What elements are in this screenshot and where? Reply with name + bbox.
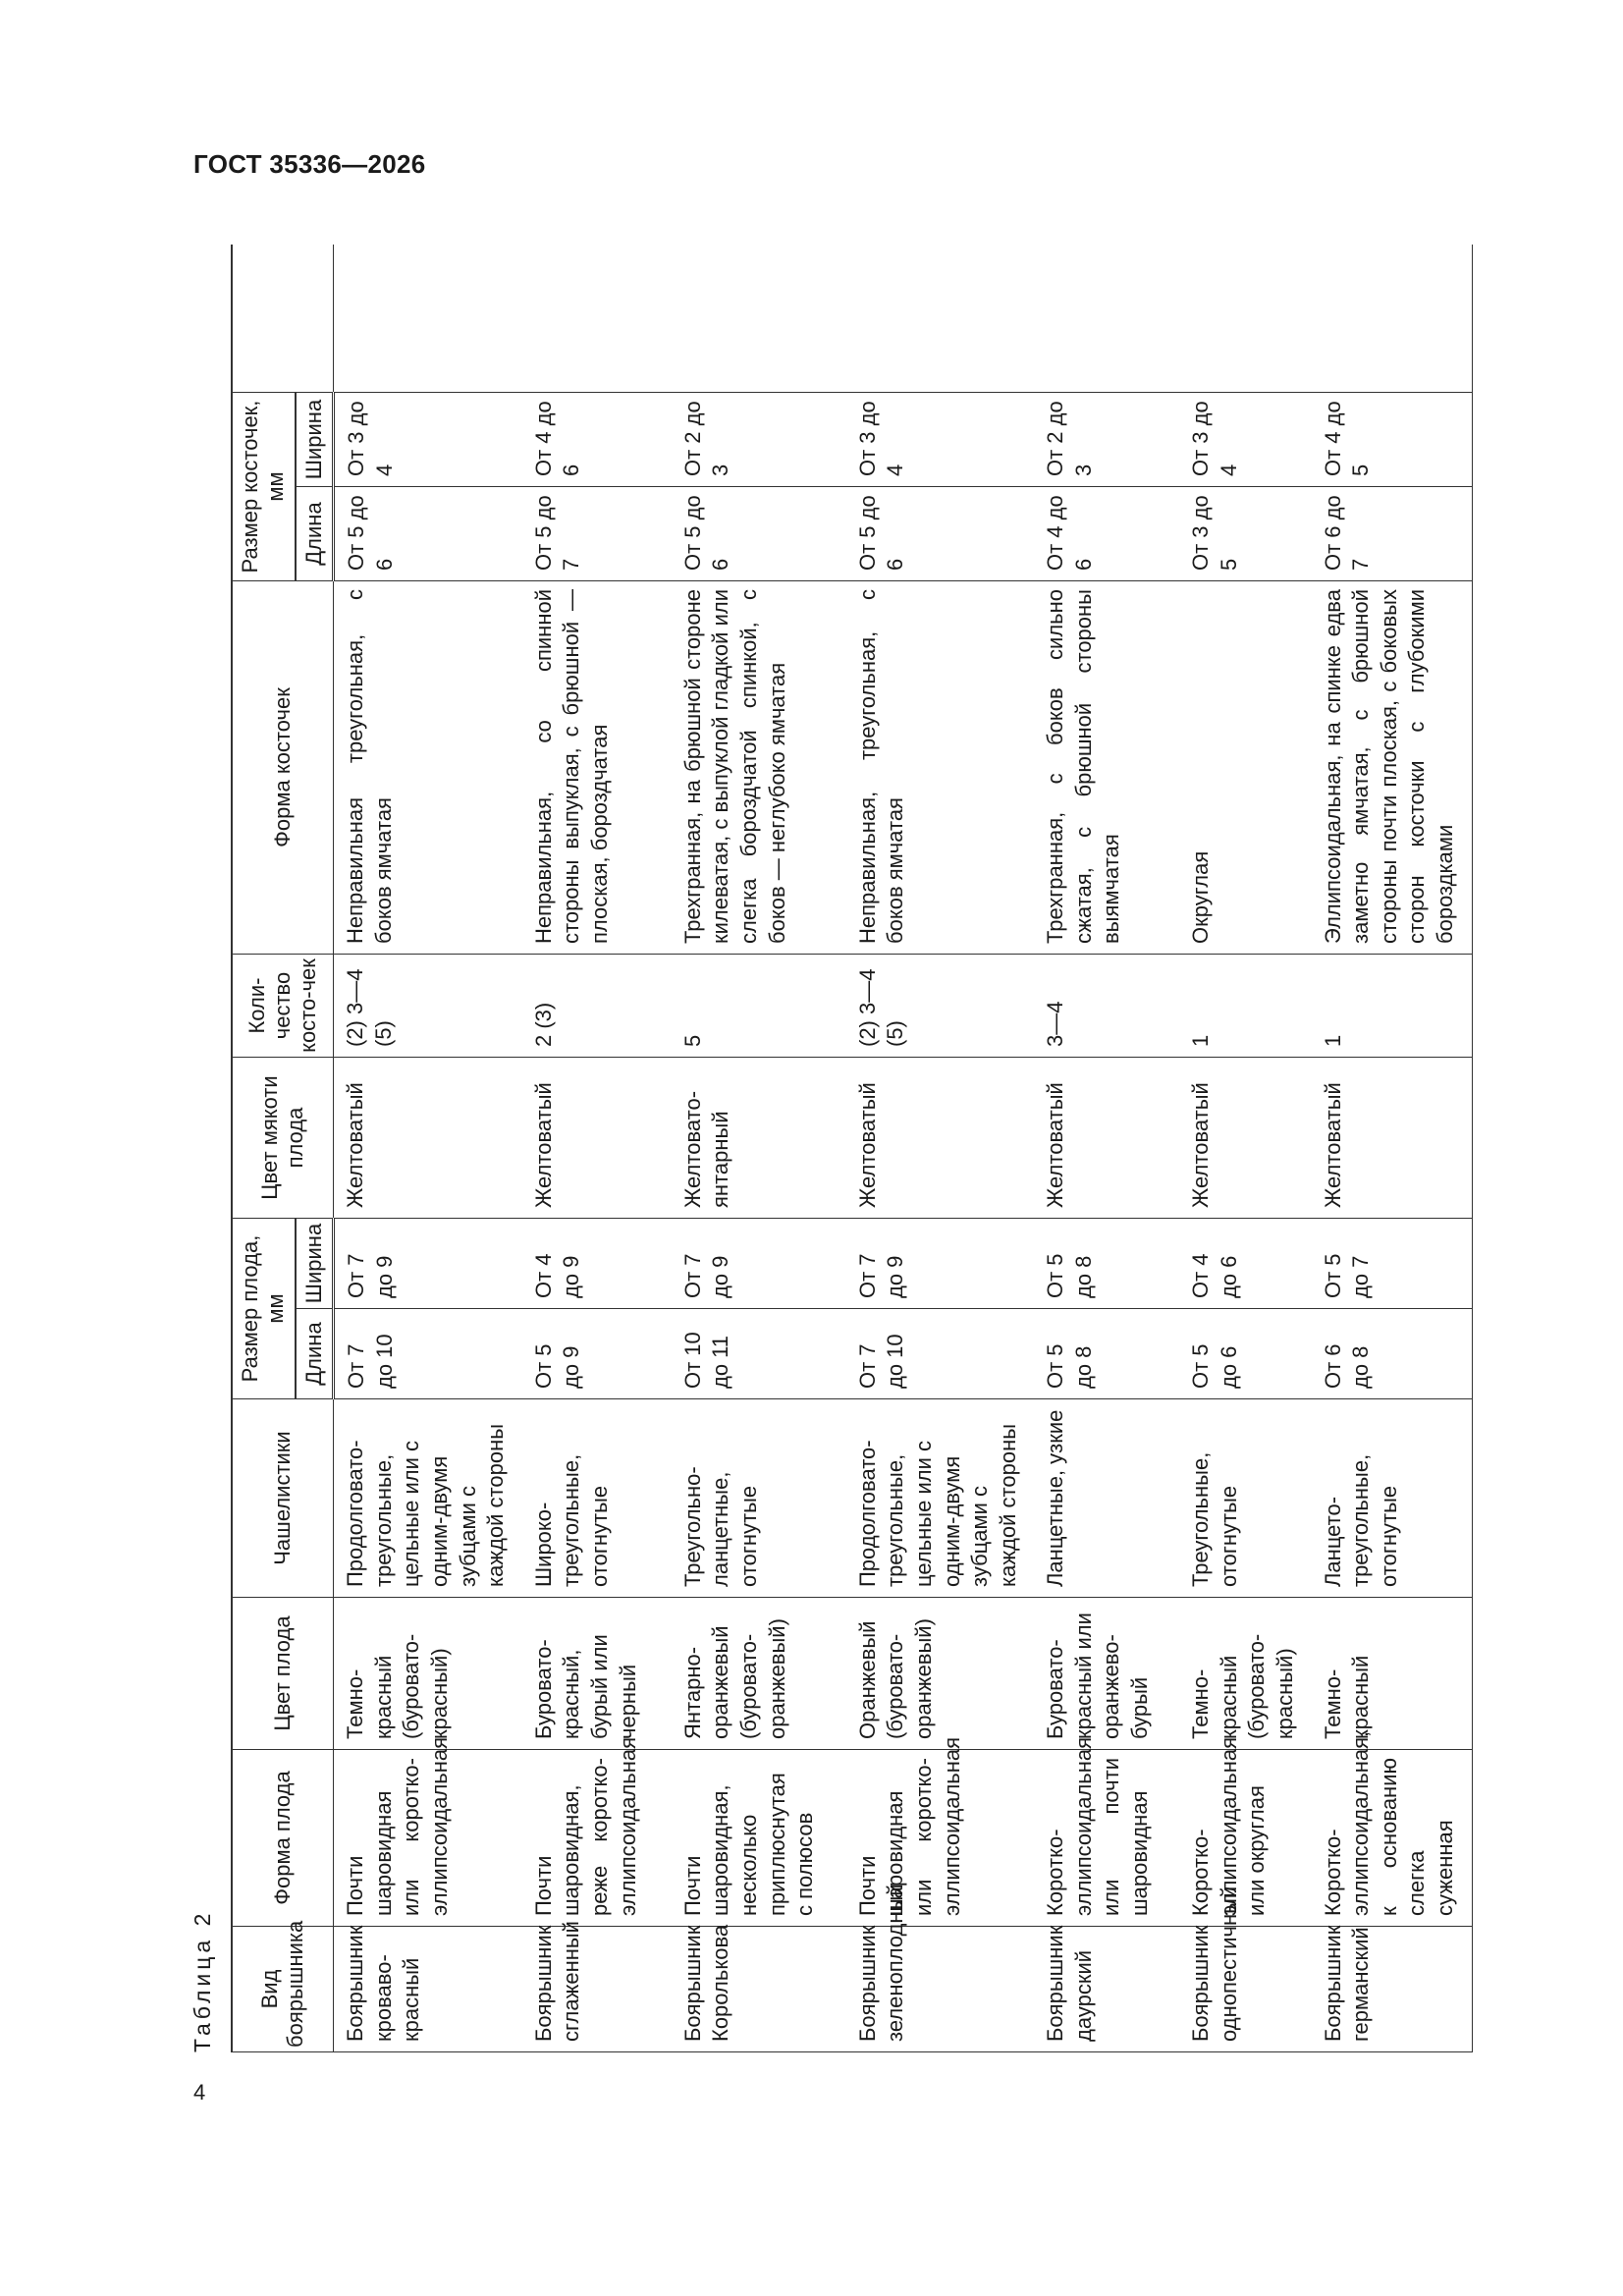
header-stone-count: Коли-чество косто-чек [232, 955, 334, 1058]
cell-stone-shape: Эллипсоидальная, на спинке едва заметно ямчатая, с брюшной стороны почти плоская, с боковых сторон косточки с глубокими бороздками [1312, 581, 1472, 955]
cell-empty [1312, 246, 1472, 393]
cell-stone-count: 3—4 [1034, 955, 1179, 1058]
cell-stone-width: От 2 до 3 [672, 393, 846, 487]
cell-fruit-length: От 5 до 9 [522, 1309, 672, 1399]
cell-stone-count: (2) 3—4 (5) [846, 955, 1035, 1058]
cell-stone-width: От 3 до 4 [846, 393, 1035, 487]
cell-empty [1179, 246, 1311, 393]
cell-stone-length: От 3 до 5 [1179, 487, 1311, 581]
hawthorn-species-table [231, 246, 1473, 2053]
cell-sepals: Широко-треугольные, отогнутые [522, 1399, 672, 1598]
cell-stone-length: От 5 до 7 [522, 487, 672, 581]
cell-empty [672, 246, 846, 393]
cell-stone-shape: Неправильная треугольная, с боков ямчатая [334, 581, 522, 955]
cell-fruit-shape: Почти шаровидная, несколько приплюснутая с полюсов [672, 1750, 846, 1927]
table-row [522, 246, 672, 2052]
header-stone-width: Ширина [296, 393, 334, 487]
cell-pulp-color: Желтоватый [334, 1058, 522, 1219]
cell-species: Боярышник сглаженный [522, 1927, 672, 2052]
cell-fruit-width: От 4 до 6 [1179, 1219, 1311, 1309]
cell-stone-width: От 4 до 6 [522, 393, 672, 487]
cell-stone-length: От 5 до 6 [846, 487, 1035, 581]
cell-fruit-color: Темно-красный [1312, 1598, 1472, 1750]
header-empty [232, 246, 334, 393]
rotated-table-container [189, 246, 1522, 2052]
cell-stone-count: (2) 3—4 (5) [334, 955, 522, 1058]
cell-stone-shape: Трехгранная, на брюшной стороне килеватая, с выпуклой гладкой или слегка бороздчатой спинкой, с боков — неглубоко ямчатая [672, 581, 846, 955]
cell-pulp-color: Желтоватый [1179, 1058, 1311, 1219]
cell-sepals: Треугольно-ланцетные, отогнутые [672, 1399, 846, 1598]
cell-fruit-width: От 7 до 9 [334, 1219, 522, 1309]
cell-sepals: Продолговато-треугольные, цельные или с одним-двумя зубцами с каждой стороны [846, 1399, 1035, 1598]
cell-fruit-width: От 4 до 9 [522, 1219, 672, 1309]
table-row [1179, 246, 1311, 2052]
table-row [672, 246, 846, 2052]
cell-species: Боярышник германский [1312, 1927, 1472, 2052]
cell-species: Боярышник кроваво-красный [334, 1927, 522, 2052]
cell-pulp-color: Желтовато-янтарный [672, 1058, 846, 1219]
cell-species: Боярышник однопестичный [1179, 1927, 1311, 2052]
document-header: ГОСТ 35336—2026 [193, 149, 426, 179]
header-fruit-width: Ширина [296, 1219, 334, 1309]
cell-fruit-shape: Коротко-эллипсоидальная, к основанию слегка суженная [1312, 1750, 1472, 1927]
header-sepals: Чашелистики [232, 1399, 334, 1598]
cell-pulp-color: Желтоватый [522, 1058, 672, 1219]
cell-sepals: Ланцетные, узкие [1034, 1399, 1179, 1598]
cell-stone-shape: Неправильная, треугольная, с боков ямчатая [846, 581, 1035, 955]
cell-pulp-color: Желтоватый [1034, 1058, 1179, 1219]
cell-sepals: Треугольные, отогнутые [1179, 1399, 1311, 1598]
cell-stone-shape: Трехгранная, с боков сильно сжатая, с брюшной стороны выямчатая [1034, 581, 1179, 955]
header-fruit-shape: Форма плода [232, 1750, 334, 1927]
cell-fruit-length: От 5 до 8 [1034, 1309, 1179, 1399]
cell-stone-length: От 5 до 6 [672, 487, 846, 581]
cell-sepals: Ланцето-треугольные, отогнутые [1312, 1399, 1472, 1598]
cell-fruit-length: От 6 до 8 [1312, 1309, 1472, 1399]
header-stone-shape: Форма косточек [232, 581, 334, 955]
header-stone-size: Размер косточек, мм [232, 393, 296, 581]
cell-fruit-color: Темно-красный (буровато-красный) [334, 1598, 522, 1750]
cell-species: Боярышник даурский [1034, 1927, 1179, 2052]
table-caption: Таблица 2 [189, 1909, 215, 2052]
table-row [1034, 246, 1179, 2052]
header-pulp-color: Цвет мякоти плода [232, 1058, 334, 1219]
cell-stone-width: От 4 до 5 [1312, 393, 1472, 487]
cell-fruit-width: От 5 до 8 [1034, 1219, 1179, 1309]
cell-stone-shape: Округлая [1179, 581, 1311, 955]
cell-fruit-color: Темно-красный (буровато-красный) [1179, 1598, 1311, 1750]
cell-fruit-width: От 7 до 9 [672, 1219, 846, 1309]
cell-fruit-shape: Коротко-эллипсоидальная или почти шаровидная [1034, 1750, 1179, 1927]
cell-fruit-shape: Почти шаровидная или коротко-эллипсоидальная [846, 1750, 1035, 1927]
cell-sepals: Продолговато-треугольные, цельные или с одним-двумя зубцами с каждой стороны [334, 1399, 522, 1598]
cell-stone-length: От 5 до 6 [334, 487, 522, 581]
cell-stone-width: От 3 до 4 [334, 393, 522, 487]
cell-stone-count: 1 [1179, 955, 1311, 1058]
cell-stone-count: 5 [672, 955, 846, 1058]
header-stone-length: Длина [296, 487, 334, 581]
cell-fruit-length: От 7 до 10 [334, 1309, 522, 1399]
page-number: 4 [193, 2080, 206, 2105]
cell-pulp-color: Желтоватый [1312, 1058, 1472, 1219]
cell-fruit-width: От 7 до 9 [846, 1219, 1035, 1309]
header-fruit-color: Цвет плода [232, 1598, 334, 1750]
cell-fruit-color: Янтарно-оранжевый (буровато-оранжевый) [672, 1598, 846, 1750]
cell-fruit-length: От 5 до 6 [1179, 1309, 1311, 1399]
cell-fruit-length: От 7 до 10 [846, 1309, 1035, 1399]
cell-empty [334, 246, 522, 393]
cell-pulp-color: Желтоватый [846, 1058, 1035, 1219]
header-species: Вид боярышника [232, 1927, 334, 2052]
cell-fruit-width: От 5 до 7 [1312, 1219, 1472, 1309]
cell-stone-length: От 6 до 7 [1312, 487, 1472, 581]
cell-fruit-shape: Коротко-эллипсоидальная или округлая [1179, 1750, 1311, 1927]
cell-stone-length: От 4 до 6 [1034, 487, 1179, 581]
cell-species: Боярышник зеленоплодный [846, 1927, 1035, 2052]
header-fruit-size: Размер плода, мм [232, 1219, 296, 1399]
cell-empty [846, 246, 1035, 393]
table-row [1312, 246, 1472, 2052]
cell-empty [1034, 246, 1179, 393]
cell-fruit-color: Оранжевый (буровато-оранжевый) [846, 1598, 1035, 1750]
cell-stone-shape: Неправильная, со спинной стороны выпуклая, с брюшной — плоская, бороздчатая [522, 581, 672, 955]
table-row [846, 246, 1035, 2052]
cell-fruit-length: От 10 до 11 [672, 1309, 846, 1399]
cell-stone-width: От 3 до 4 [1179, 393, 1311, 487]
cell-stone-width: От 2 до 3 [1034, 393, 1179, 487]
cell-species: Боярышник Королькова [672, 1927, 846, 2052]
header-fruit-length: Длина [296, 1309, 334, 1399]
cell-fruit-shape: Почти шаровидная или коротко-эллипсоидальная [334, 1750, 522, 1927]
cell-fruit-color: Буровато-красный, бурый или черный [522, 1598, 672, 1750]
table-row [334, 246, 522, 2052]
cell-empty [522, 246, 672, 393]
cell-stone-count: 2 (3) [522, 955, 672, 1058]
cell-fruit-shape: Почти шаровидная, реже коротко-эллипсоидальная [522, 1750, 672, 1927]
cell-fruit-color: Буровато-красный или оранжево-бурый [1034, 1598, 1179, 1750]
cell-stone-count: 1 [1312, 955, 1472, 1058]
